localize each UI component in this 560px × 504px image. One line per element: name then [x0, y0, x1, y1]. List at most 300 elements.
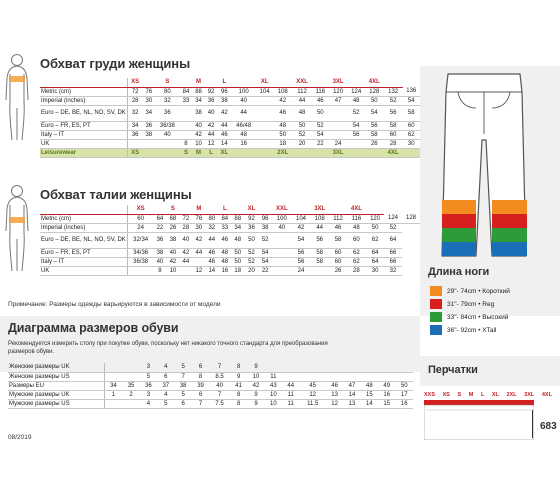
table-cell: 72 [127, 87, 142, 96]
table-cell: 44 [217, 121, 231, 130]
table-cell: 54 [259, 248, 272, 257]
table-cell: 84 [180, 87, 193, 96]
size-header-cell: 4XL [347, 205, 366, 214]
table-cell: 40 [272, 223, 292, 232]
table-cell: 34/36 [127, 248, 153, 257]
table-cell: 3 [140, 390, 157, 399]
color-swatch [430, 312, 442, 322]
table-cell: 124 [384, 214, 402, 223]
table-cell: 9 [247, 363, 264, 372]
table-cell: 33 [180, 96, 193, 105]
size-header-cell [179, 205, 192, 214]
size-header-cell [292, 205, 310, 214]
table-cell: 14 [217, 139, 231, 148]
table-cell: 50 [292, 121, 312, 130]
table-cell: 128 [365, 87, 384, 96]
size-header-cell: L [218, 205, 231, 214]
table-cell: 72 [179, 214, 192, 223]
table-cell: 7 [209, 363, 230, 372]
gloves-title: Перчатки [428, 364, 478, 376]
table-cell: 108 [273, 87, 292, 96]
leg-length-item [430, 286, 510, 296]
table-cell: 40 [231, 96, 256, 105]
row-label: Размеры EU [8, 381, 104, 390]
table-cell: 52 [384, 223, 402, 232]
table-cell: 58 [403, 105, 420, 121]
leg-length-title: Длина ноги [428, 266, 490, 278]
size-header-cell: XL [256, 78, 273, 87]
table-cell: 10 [192, 139, 205, 148]
table-cell: 46 [205, 257, 218, 266]
table-cell: 42 [166, 257, 179, 266]
table-cell: XL [217, 148, 231, 157]
size-header-cell [329, 205, 346, 214]
size-header-cell: XL [244, 205, 258, 214]
table-cell: 136 [403, 87, 420, 96]
table-cell: 10 [166, 266, 179, 275]
table-cell: 68 [166, 214, 179, 223]
table-cell: 40 [205, 105, 218, 121]
table-cell [378, 363, 395, 372]
table-cell [180, 105, 193, 121]
table-cell: 43 [265, 381, 282, 390]
leisurewear-row [40, 148, 420, 157]
table-cell: 54 [403, 96, 420, 105]
glove-size-label: M [468, 392, 474, 398]
table-cell: 34 [104, 381, 122, 390]
table-cell: 60 [329, 257, 346, 266]
table-cell: 104 [256, 87, 273, 96]
table-cell: 14 [343, 390, 360, 399]
table-cell: 3 [140, 363, 157, 372]
size-header-cell [205, 78, 218, 87]
table-cell [155, 139, 180, 148]
table-cell: 54 [259, 257, 272, 266]
table-cell: 38 [153, 248, 166, 257]
table-cell: 46 [312, 96, 329, 105]
table-cell: 46/48 [231, 121, 256, 130]
table-cell: 8 [230, 390, 247, 399]
row-label: UK [40, 266, 127, 275]
table-cell: 54 [312, 130, 329, 139]
table-cell: 48 [231, 232, 244, 248]
leg-length-item [430, 325, 496, 335]
row-label: Euro – FR, ES, PT [40, 248, 127, 257]
row-label: Мужские размеры US [8, 399, 104, 408]
table-cell: 96 [259, 214, 272, 223]
table-cell: 48 [231, 130, 256, 139]
table-cell: 50 [273, 130, 292, 139]
table-cell: 10 [247, 372, 264, 381]
table-cell: 40 [192, 121, 205, 130]
table-cell: 40 [155, 130, 180, 139]
table-cell: 38 [259, 223, 272, 232]
table-cell: 48 [348, 96, 365, 105]
shoes-title: Диаграмма размеров обуви [8, 321, 179, 335]
table-cell: 36/38 [155, 121, 180, 130]
leg-length-item [430, 299, 494, 309]
table-cell: 38 [175, 381, 192, 390]
row-label: Imperial (inches) [40, 96, 127, 105]
table-cell: 54 [292, 232, 310, 248]
table-cell [180, 130, 193, 139]
table-cell: 4 [157, 390, 174, 399]
table-cell: 6 [157, 372, 174, 381]
size-header-row [40, 78, 420, 87]
table-cell: 20 [292, 139, 312, 148]
table-cell: 28 [179, 223, 192, 232]
table-cell: 38 [217, 96, 231, 105]
table-cell: 116 [347, 214, 366, 223]
table-cell: 112 [329, 214, 346, 223]
table-cell: 44 [205, 130, 218, 139]
table-cell: 14 [361, 399, 378, 408]
table-cell: 32 [155, 96, 180, 105]
table-cell: 32 [127, 105, 142, 121]
table-cell [256, 121, 273, 130]
table-cell: 100 [231, 87, 256, 96]
leg-length-item [430, 312, 508, 322]
table-cell: 120 [329, 87, 348, 96]
table-cell [282, 372, 299, 381]
table-cell: 22 [259, 266, 272, 275]
table-row [40, 232, 420, 248]
table-cell: 34 [231, 223, 244, 232]
table-cell: 44 [179, 257, 192, 266]
table-cell: 12 [192, 266, 205, 275]
table-cell: 30 [143, 96, 156, 105]
waist-size-table [40, 205, 420, 276]
table-cell: 46 [273, 105, 292, 121]
glove-size-label: XXS [424, 392, 436, 398]
table-cell [329, 130, 348, 139]
table-cell: 3XL [329, 148, 348, 157]
table-cell: 58 [310, 248, 329, 257]
size-header-cell: XXL [292, 78, 312, 87]
table-cell: 36 [127, 130, 142, 139]
table-cell: 132 [384, 87, 403, 96]
table-cell: 44 [292, 96, 312, 105]
row-label: Euro – DE, BE, NL, NO, SV, DK [40, 232, 127, 248]
table-cell: 42 [192, 232, 205, 248]
table-cell [343, 363, 360, 372]
table-cell [395, 363, 413, 372]
table-cell: 47 [343, 381, 360, 390]
table-cell [272, 232, 292, 248]
table-cell: 20 [244, 266, 258, 275]
table-cell: 13 [343, 399, 360, 408]
female-chest-figure [2, 52, 32, 142]
size-header-cell [259, 205, 272, 214]
table-cell: 46 [326, 381, 343, 390]
glove-size-label: L [480, 392, 485, 398]
table-cell: 44 [282, 381, 299, 390]
leg-length-label: 33"- 84cm • Высокий [447, 313, 509, 321]
table-cell: 18 [231, 266, 244, 275]
table-cell: 33 [218, 223, 231, 232]
table-cell: 50 [231, 257, 244, 266]
table-cell: 52 [244, 248, 258, 257]
table-cell: 62 [366, 232, 384, 248]
table-row [40, 214, 420, 223]
table-cell: 36/38 [127, 257, 153, 266]
shoe-size-table [8, 363, 413, 409]
table-cell [104, 372, 122, 381]
table-cell: 8 [192, 372, 209, 381]
table-cell: 2 [122, 390, 139, 399]
table-cell: 2XL [273, 148, 292, 157]
size-header-cell: XS [127, 205, 153, 214]
leg-length-label: 31"- 79cm • Reg [447, 300, 495, 308]
table-cell: 48 [347, 223, 366, 232]
table-cell [122, 363, 139, 372]
table-cell [143, 139, 156, 148]
table-cell: 5 [140, 372, 157, 381]
table-cell: 35 [122, 381, 139, 390]
row-label: UK [40, 139, 127, 148]
table-cell: 84 [218, 214, 231, 223]
table-cell: XS [127, 148, 142, 157]
table-cell: 50 [365, 96, 384, 105]
row-label: Euro – FR, ES, PT [40, 121, 127, 130]
table-cell: 26 [365, 139, 384, 148]
table-cell: 41 [230, 381, 247, 390]
table-cell: 9 [247, 390, 264, 399]
table-cell: 66 [384, 248, 402, 257]
table-cell: 16 [395, 399, 413, 408]
table-cell: 76 [192, 214, 205, 223]
table-cell [256, 130, 273, 139]
size-header-cell [153, 205, 166, 214]
color-swatch [430, 286, 442, 296]
table-cell: 50 [244, 232, 258, 248]
table-cell [256, 139, 273, 148]
size-header-cell [366, 205, 384, 214]
table-cell: 92 [244, 214, 258, 223]
table-cell: 6 [192, 390, 209, 399]
size-header-cell [205, 205, 218, 214]
table-cell: 80 [155, 87, 180, 96]
table-cell [299, 372, 325, 381]
table-cell: 50 [312, 105, 329, 121]
table-cell: 56 [384, 105, 403, 121]
table-cell: 38 [143, 130, 156, 139]
table-cell: 22 [153, 223, 166, 232]
table-cell: 44 [205, 232, 218, 248]
table-cell: 58 [365, 130, 384, 139]
table-cell [104, 363, 122, 372]
table-cell: 54 [348, 121, 365, 130]
table-cell: S [180, 148, 193, 157]
table-cell: 104 [292, 214, 310, 223]
table-cell: 88 [231, 214, 244, 223]
table-cell: 64 [366, 257, 384, 266]
table-cell [329, 105, 348, 121]
table-cell: 36 [153, 232, 166, 248]
table-cell: 15 [361, 390, 378, 399]
table-cell: 36 [140, 381, 157, 390]
glove-size-label: S [457, 392, 462, 398]
table-cell: 7 [209, 390, 230, 399]
table-row [40, 105, 420, 121]
shoes-description: Рекомендуется измерить стопу при покупке обуви, поскольку нет никакого точного стандарта для преобразования размеров обуви. [8, 341, 328, 355]
size-header-cell: 3XL [310, 205, 329, 214]
table-cell: 28 [347, 266, 366, 275]
table-cell: 40 [166, 248, 179, 257]
table-cell: 56 [310, 232, 329, 248]
table-cell: 24 [292, 266, 310, 275]
table-cell: 39 [192, 381, 209, 390]
table-cell: 60 [384, 130, 403, 139]
table-cell: 40 [179, 232, 192, 248]
table-cell: 15 [378, 399, 395, 408]
table-cell: 62 [347, 248, 366, 257]
chest-size-table [40, 78, 420, 158]
table-cell: 6 [175, 399, 192, 408]
table-cell: 42 [205, 121, 218, 130]
table-cell: 56 [365, 121, 384, 130]
size-header-cell [180, 78, 193, 87]
table-cell [122, 399, 139, 408]
size-header-cell: L [217, 78, 231, 87]
table-cell: 50 [366, 223, 384, 232]
table-cell: 16 [231, 139, 256, 148]
table-cell [395, 372, 413, 381]
table-cell: 44 [192, 248, 205, 257]
table-cell: 12 [326, 399, 343, 408]
table-cell: 4 [140, 399, 157, 408]
table-cell: 34 [143, 105, 156, 121]
table-cell [348, 148, 384, 157]
size-header-cell [40, 205, 127, 214]
table-cell [127, 139, 142, 148]
table-cell: 22 [312, 139, 329, 148]
table-cell: 10 [265, 390, 282, 399]
table-cell: 12 [205, 139, 218, 148]
table-cell [104, 399, 122, 408]
table-row [40, 121, 420, 130]
table-cell: 12 [299, 390, 325, 399]
table-cell: 46 [329, 223, 346, 232]
table-cell: 60 [127, 214, 153, 223]
table-cell [299, 363, 325, 372]
table-cell: 30 [192, 223, 205, 232]
table-cell: 42 [273, 96, 292, 105]
size-header-cell: M [192, 78, 205, 87]
table-cell: 52 [312, 121, 329, 130]
table-row [8, 372, 413, 381]
table-cell [348, 139, 365, 148]
table-cell: M [192, 148, 205, 157]
table-cell [272, 257, 292, 266]
chest-title: Обхват груди женщины [40, 56, 191, 71]
table-cell: 30 [403, 139, 420, 148]
trousers-icon [430, 70, 538, 260]
size-header-cell: 3XL [329, 78, 348, 87]
table-row [40, 96, 420, 105]
row-label: Italy – IT [40, 257, 127, 266]
row-label: Женские размеры UK [8, 363, 104, 372]
table-cell: 46 [217, 130, 231, 139]
size-header-cell [312, 78, 329, 87]
table-cell: 49 [378, 381, 395, 390]
size-header-cell [231, 78, 256, 87]
table-cell: 58 [329, 232, 346, 248]
table-cell: 42 [292, 223, 310, 232]
table-cell: 76 [143, 87, 156, 96]
table-cell [310, 266, 329, 275]
table-cell: 100 [272, 214, 292, 223]
table-row [8, 390, 413, 399]
size-header-cell: XS [127, 78, 142, 87]
row-label: Imperial (inches) [40, 223, 127, 232]
table-cell: 52 [244, 257, 258, 266]
table-cell: 50 [395, 381, 413, 390]
row-label: Мужские размеры UK [8, 390, 104, 399]
table-cell [292, 148, 329, 157]
leg-length-label: 29"- 74cm • Короткий [447, 287, 510, 295]
table-cell [378, 372, 395, 381]
table-cell: 108 [310, 214, 329, 223]
size-header-cell: S [155, 78, 180, 87]
table-cell: 9 [247, 399, 264, 408]
table-cell: 32/34 [127, 232, 153, 248]
table-cell: 5 [175, 390, 192, 399]
table-cell: 28 [127, 96, 142, 105]
table-cell: 42 [179, 248, 192, 257]
size-header-row [40, 205, 420, 214]
table-cell: 8 [180, 139, 193, 148]
color-swatch [430, 299, 442, 309]
table-cell: 38 [166, 232, 179, 248]
table-cell: 5 [175, 363, 192, 372]
table-cell: 37 [157, 381, 174, 390]
glove-size-label: 4XL [541, 392, 552, 398]
table-cell [143, 148, 180, 157]
waist-title: Обхват талии женщины [40, 187, 192, 202]
table-cell: 36 [143, 121, 156, 130]
table-cell: 8 [230, 399, 247, 408]
table-cell: 56 [292, 248, 310, 257]
table-cell: 40 [209, 381, 230, 390]
table-cell: 48 [292, 105, 312, 121]
table-cell: 18 [273, 139, 292, 148]
table-cell: 42 [192, 130, 205, 139]
leg-length-label: 36"- 92cm • XTall [447, 326, 497, 334]
row-label: Metric (cm) [40, 214, 127, 223]
table-cell: 8 [153, 266, 166, 275]
footer-date: 08/2019 [8, 434, 32, 441]
table-cell: 16 [218, 266, 231, 275]
table-cell: L [205, 148, 218, 157]
table-cell: 60 [329, 248, 346, 257]
table-cell: 17 [395, 390, 413, 399]
table-cell: 52 [259, 232, 272, 248]
table-cell [272, 266, 292, 275]
table-cell: 11 [282, 390, 299, 399]
table-cell: 30 [366, 266, 384, 275]
table-cell: 11 [282, 399, 299, 408]
table-cell: 92 [205, 87, 218, 96]
table-cell: 56 [292, 257, 310, 266]
table-cell: 64 [384, 232, 402, 248]
table-cell: 54 [365, 105, 384, 121]
table-cell: 36 [244, 223, 258, 232]
table-cell: 4 [157, 363, 174, 372]
table-cell: 60 [403, 121, 420, 130]
table-cell: 8 [230, 363, 247, 372]
table-cell: 7 [175, 372, 192, 381]
